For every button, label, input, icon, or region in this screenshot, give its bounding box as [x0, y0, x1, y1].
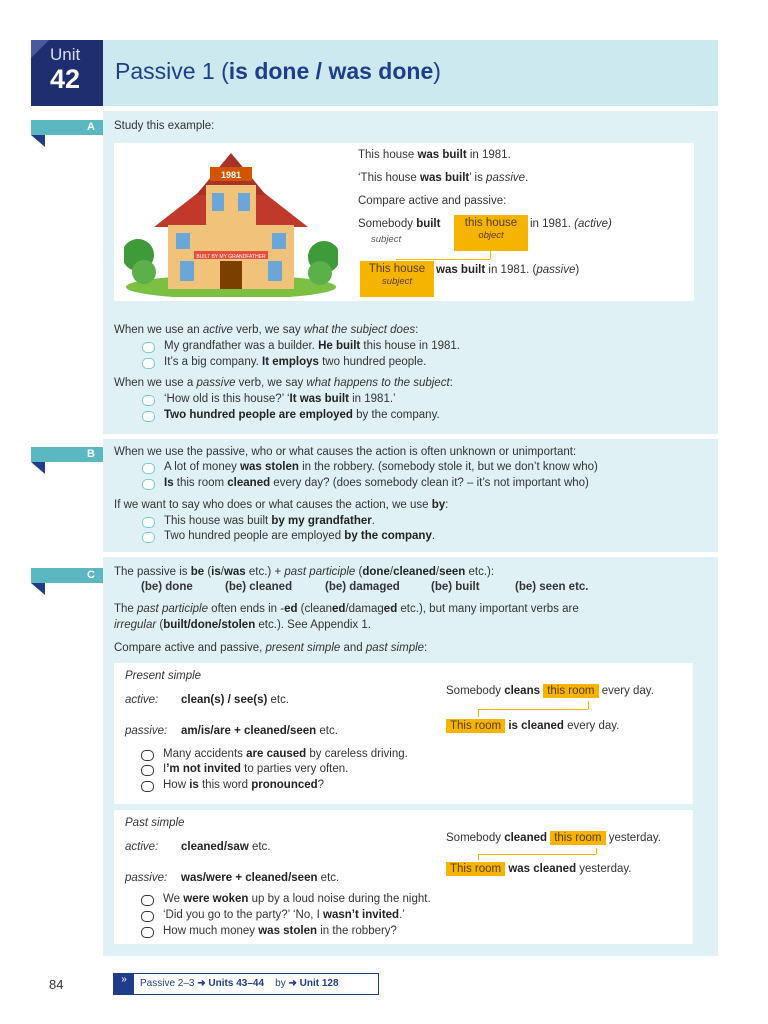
cross-reference-link[interactable]: » Passive 2–3 ➜ Units 43–44 by ➜ Unit 128 [113, 973, 379, 995]
present-simple-card [114, 663, 693, 804]
example-line-1: This house was built in 1981. [358, 149, 511, 161]
active-subject-label: subject [371, 234, 402, 245]
section-tab-b: B [31, 447, 103, 462]
section-tab-c: C [31, 568, 103, 583]
present-right-passive: This room is cleaned every day. [446, 720, 619, 732]
section-tab-a: A [31, 120, 103, 135]
form-item: (be) cleaned [225, 581, 293, 593]
form-item: (be) damaged [325, 581, 400, 593]
connector-down [490, 251, 491, 259]
page-title: Passive 1 (is done / was done) [115, 58, 441, 84]
present-active-form: clean(s) / see(s) etc. [181, 694, 290, 706]
connector-down [478, 709, 479, 717]
example-card [114, 143, 694, 301]
example-bullet: How much money was stolen in the robbery? [141, 925, 397, 937]
example-bullet: How is this word pronounced? [141, 779, 324, 791]
irregular-note: irregular (built/done/stolen etc.). See Appendix 1. [114, 619, 371, 631]
past-heading: Past simple [125, 817, 185, 829]
connector-down [596, 848, 597, 854]
page-number: 84 [49, 977, 64, 992]
past-active-form: cleaned/saw etc. [181, 841, 271, 853]
active-object-highlight: this house object [454, 215, 528, 251]
house-banner-text: BUILT BY MY GRANDFATHER [196, 254, 266, 260]
example-bullet: ‘How old is this house?’ ‘It was built in 1981.’ [142, 393, 396, 405]
house-sign-text: 1981 [220, 170, 242, 180]
section-tab-c-corner [31, 583, 45, 595]
section-a [103, 111, 718, 434]
section-b-intro: When we use the passive, who or what causes the action is often unknown or unimportant: [114, 446, 577, 458]
connector-down [478, 854, 479, 860]
unit-word: Unit [50, 45, 81, 64]
section-a-intro: Study this example: [114, 120, 215, 132]
form-item: (be) seen etc. [515, 581, 589, 593]
example-bullet: It’s a big company. It employs two hundred people. [142, 356, 426, 368]
example-bullet: I’m not invited to parties very often. [141, 763, 348, 775]
present-right-active: Somebody cleans this room every day. [446, 685, 654, 697]
section-b [103, 439, 718, 552]
past-passive-form: was/were + cleaned/seen etc. [181, 872, 340, 884]
past-passive-label: passive: [125, 872, 168, 884]
example-line-2: ‘This house was built’ is passive. [358, 172, 529, 184]
house-illustration [124, 147, 338, 297]
connector-down [588, 701, 589, 709]
past-active-label: active: [125, 841, 159, 853]
form-item: (be) done [141, 581, 193, 593]
present-passive-form: am/is/are + cleaned/seen etc. [181, 725, 338, 737]
example-bullet: Two hundred people are employed by the company. [142, 530, 435, 542]
section-tab-b-corner [31, 462, 45, 474]
example-bullet: We were woken up by a loud noise during the night. [141, 893, 431, 905]
passive-formula: The passive is be (is/was etc.) + past participle (done/cleaned/seen etc.): [114, 566, 495, 578]
unit-number: 42 [50, 64, 81, 94]
active-example: Somebody built [358, 218, 441, 230]
unit-badge [31, 40, 103, 106]
chevron-icon: » [114, 974, 134, 994]
present-passive-label: passive: [125, 725, 168, 737]
example-bullet: Two hundred people are employed by the company. [142, 409, 440, 421]
compare-intro: Compare active and passive, present simple and past simple: [114, 642, 428, 654]
passive-example: was built in 1981. (passive) [436, 264, 580, 276]
past-right-active: Somebody cleaned this room yesterday. [446, 832, 661, 844]
example-bullet: Is this room cleaned every day? (does somebody clean it? – it’s not important who) [142, 477, 589, 489]
example-bullet: ‘Did you go to the party?’ ‘No, I wasn’t invited.’ [141, 909, 405, 921]
active-example-rest: in 1981. (active) [530, 218, 612, 230]
passive-subject-highlight: This house subject [360, 261, 434, 297]
active-intro: When we use an active verb, we say what the subject does: [114, 324, 419, 336]
past-simple-card [114, 810, 693, 944]
connector-across [478, 854, 596, 855]
connector-across [396, 259, 490, 260]
unit-corner [31, 40, 49, 58]
example-bullet: Many accidents are caused by careless driving. [141, 748, 408, 760]
example-bullet: My grandfather was a builder. He built this house in 1981. [142, 340, 460, 352]
example-line-3: Compare active and passive: [358, 195, 507, 207]
example-bullet: This house was built by my grandfather. [142, 515, 375, 527]
title-bar [103, 40, 718, 106]
form-item: (be) built [431, 581, 480, 593]
past-participle-note: The past participle often ends in -ed (cleaned/damaged etc.), but many important verbs are [114, 603, 579, 615]
by-intro: If we want to say who does or what causes the action, we use by: [114, 499, 449, 511]
present-active-label: active: [125, 694, 159, 706]
passive-intro: When we use a passive verb, we say what happens to the subject: [114, 377, 453, 389]
connector-across [478, 709, 588, 710]
section-tab-a-corner [31, 135, 45, 147]
section-c [103, 557, 718, 956]
present-heading: Present simple [125, 670, 202, 682]
example-bullet: A lot of money was stolen in the robbery. (somebody stole it, but we don’t know who) [142, 461, 598, 473]
past-right-passive: This room was cleaned yesterday. [446, 863, 632, 875]
